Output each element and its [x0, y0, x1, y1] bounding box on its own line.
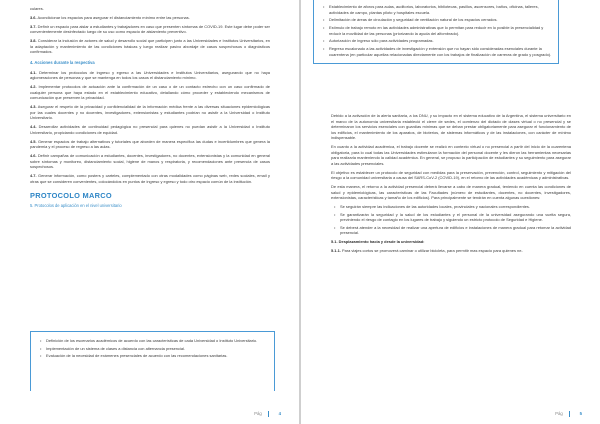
section4-item-4: 4.5. Generar espacios de trabajo alternativos y tutoriales que aborden de manera específica las dudas e incertidumbres que genera la pandemia y el proceso de regreso a las aulas. — [30, 138, 270, 150]
right-info-box — [313, 0, 559, 64]
bullet-icon: • — [323, 4, 325, 9]
right-page — [301, 0, 600, 424]
bullet-icon: • — [40, 345, 42, 351]
right-para-0: Debido a la activación de la alerta sanitaria, a los DNU, y su impacto en el sistema educativo de la Argentina, el sistema universitario en el marco de la autonomía universitaria estableció el cierre de sedes, el comienzo del dictado de clases virtual o no presencial y se determinaron los servicios esenciales con guardias mínimas que se deban prestar obligatoriamente para asegurar el funcionamiento de los edificios, el mantenimiento de los aparatos, de bioterios, de sistemas informáticos y de las instalaciones, con carácter de mínimo indispensable. — [331, 113, 571, 141]
right-para-3: De esta manera, el retorno a la actividad presencial deberá llevarse a cabo de manera gradual, teniendo en cuenta las condiciones de salud y epidemiológicas, las características de las Facultades (número de estudiantes, docentes, no docentes, investigadores, extensionistas, características y tamaño de los edificios). Para principalmente se tendrán en cuenta algunas cuestiones: — [331, 184, 571, 201]
bullet-icon: • — [323, 17, 325, 23]
left-top-para-0: culares. — [30, 6, 44, 11]
right-para-1: En cuanto a la actividad académica, el trabajo docente se realizó en contexto virtual o no presencial a partir del inicio de la cuarentena obligatoria, para lo cual todas las Universidades estimularon la formación del personal docente y les dieron las herramientas necesarias para realizarla manteniendo la calidad académica. En general, se propuso la participación de estudiantes y su seguimiento para asegurar a las actividades presenciales. — [331, 144, 571, 166]
bullet-icon: • — [40, 338, 42, 343]
bullet-icon: • — [323, 38, 325, 44]
page-number: 5 — [579, 411, 582, 417]
section4-item-1: 4.2. Implementar protocolos de actuación ante la confirmación de un caso o de un contacto estrecho con un caso confirmado de cualquier persona que haya estado en el establecimiento educativo, detallando cómo proceder y estableciendo mecanismos de comunicación que preserven la privacidad. — [30, 84, 270, 101]
section4-item-2: 4.3. Asegurar el respeto de la privacidad y confidencialidad de la información médica frente a las diversas situaciones epidemiológicas por las cuales docentes y no docentes, investigadores, extensionistas y estudiantes podrían no asistir a la Universidad o Instituto Universitario. — [30, 104, 270, 121]
bullet-icon: • — [334, 211, 336, 217]
left-info-box — [30, 331, 275, 391]
section4-item-0: 4.1. Determinar los protocolos de ingreso y egreso a las Universidades e Institutos Universitarios, asegurando que no haya aglomeraciones de personas y que se mantenga en todos los casos el distanciamiento mínimo. — [30, 69, 270, 81]
right-box-item: • Regreso escalonado a las actividades de investigación y extensión que no hayan sido consideradas esenciales durante la cuarentena (en particular aquellas relacionadas directamente con los trabajos de finalización de carreras de grado y posgrado). — [323, 46, 552, 57]
left-footer — [254, 411, 281, 417]
section4-item-6: 4.7. Generar información, como posters y carteles, complementado con otras modalidades como páginas web, redes sociales, email y otras que se consideren convenientes, colocándolos en puntos de ingreso y egreso y todo otro espacio común de la institución. — [30, 173, 270, 184]
heading-5-1: 5.1. Desplazamiento hacia y desde la universidad: — [331, 238, 425, 244]
left-box-item: • Implementación de un sistema de clases a distancia con alternancia presencial. — [40, 345, 185, 351]
right-box-item: • Establecimiento de aforos para aulas, auditorios, laboratorios, bibliotecas, pasillos, ascensores, baños, oficinas, talleres, actividades de campo, plantas piloto y hospitales escuela. — [323, 4, 539, 15]
bullet-icon: • — [334, 224, 336, 230]
footer-divider — [268, 411, 269, 417]
left-top-para-3: 3.8. Considerar la inclusión de actores de salud y desarrollo social que participen junto a las Universidades e Institutos Universitarios, en la adaptación y mantenimiento de las condiciones básicas y luego realizar pasivo abordaje de casos sospechosos o diagnósticos confirmados. — [30, 38, 270, 55]
left-top-para-2: 3.7. Definir un espacio para aislar a estudiantes y trabajadores en caso que presenten síntomas de COVID-19. Este lugar debe poder ser convenientemente desinfectado luego de su uso como espacio de aislamiento preventivo. — [30, 23, 270, 35]
right-bullet-item: • Se garantizarán la seguridad y la salud de los estudiantes y el personal de la universidad asegurando una vuelta segura, previniendo el riesgo de contagio en los lugares de trabajo y siguiendo un estricto protocolo de Seguridad e Higiene. — [334, 211, 571, 223]
left-page — [0, 0, 299, 424]
footer-divider — [569, 411, 570, 417]
right-bullet-item: • Se seguirán siempre las indicaciones de las autoridades locales, provinciales y nacionales correspondientes. — [334, 204, 530, 210]
page-label: Pág — [555, 411, 563, 417]
page-number: 4 — [278, 411, 281, 417]
page-label: Pág — [254, 411, 262, 417]
right-para-2: El objetivo es establecer un protocolo de seguridad con medidas para la preservación, prevención, control, seguimiento y mitigación del riesgo a la comunidad universitaria a causa del SARS-CoV-2 (COVID-19), en el retorno de las actividades académicas y administrativas. — [331, 169, 571, 181]
bullet-icon: • — [323, 25, 325, 31]
subsection-heading: 5. Protocolos de aplicación en el nivel universitario — [30, 203, 122, 209]
right-bullet-item: • Se deberá atender a la necesidad de realizar una apertura de edificios e instalaciones de manera gradual para retomar la actividad presencial. — [334, 224, 571, 236]
section4-item-5: 4.6. Definir campañas de comunicación a estudiantes, docentes, investigadores, no docentes, extensionistas y la comunidad en general sobre síntomas y monitoreo, distanciamiento social, higiene de manos y respiratoria, y recomendaciones ante presencia de casos sospechosos. — [30, 153, 270, 170]
left-box-item: • Evaluación de la necesidad de exámenes presenciales de acuerdo con las recomendaciones sanitarias. — [40, 353, 228, 359]
right-footer — [555, 411, 582, 417]
right-box-item: • Estímulo de trabajo remoto en las actividades administrativas que lo permitan para reducir en lo posible la presencialidad y reducir la movilidad de las personas (priorizando la ayuda del alfombrado). — [323, 25, 544, 36]
right-box-item: • Delimitación de áreas de circulación y seguridad de ventilación natural de los espacios cerrados. — [323, 17, 498, 23]
left-box-item: • Definición de los escenarios académicos de acuerdo con las características de cada Universidad o Instituto Universitario. — [40, 338, 258, 343]
section4-item-3: 4.4. Desarrollar actividades de continuidad pedagógica no presencial para quienes no puedan asistir a la Universidad o Instituto Universitario, propiciando condiciones de equidad. — [30, 124, 270, 135]
left-column — [30, 6, 270, 217]
bullet-icon: • — [323, 46, 325, 52]
left-top-para-1: 3.6. Acondicionar los espacios para asegurar el distanciamiento mínimo entre las personas. — [30, 14, 190, 20]
bullet-icon: • — [334, 204, 336, 210]
right-box-item: • Autorización de ingreso sólo para actividades programadas. — [323, 38, 434, 44]
para-5-1-1: 5.1.1. Para viajes cortos se promoverá caminar o utilizar bicicleta, para permitir mas espacio para quienes ne- — [331, 247, 523, 253]
bullet-icon: • — [40, 353, 42, 359]
section4-heading: 4. Acciones durante la respectiva — [30, 60, 95, 65]
right-column — [331, 113, 571, 257]
main-title: PROTOCOLO MARCO — [30, 191, 112, 201]
